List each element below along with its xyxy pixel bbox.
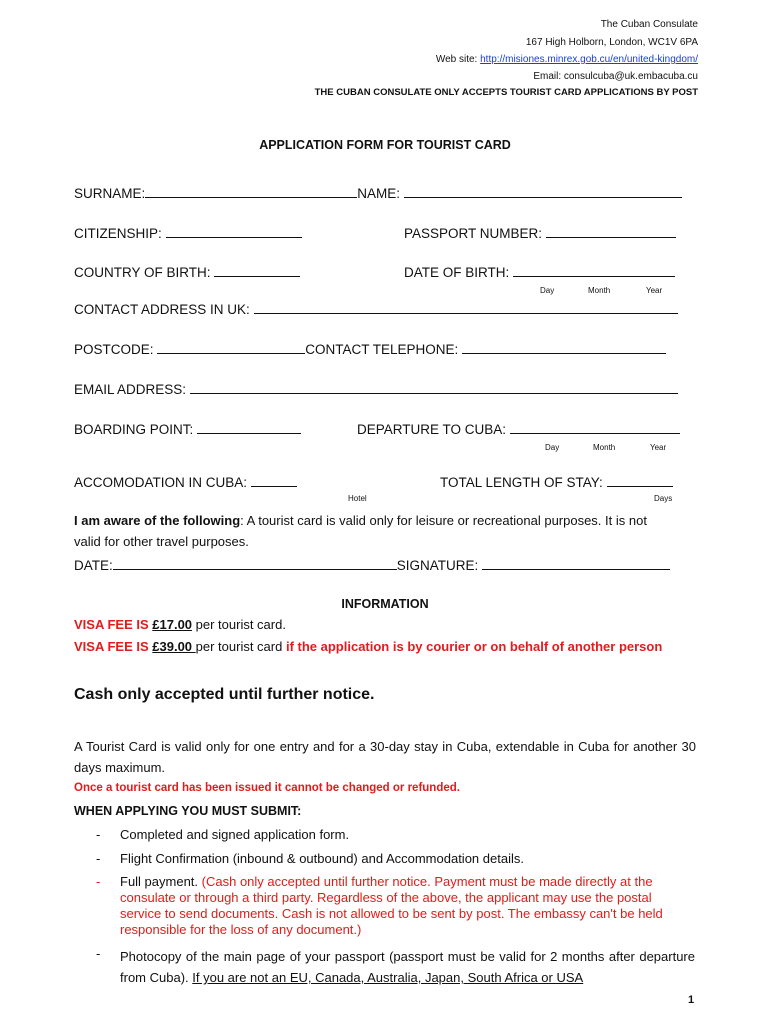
date-birth-label: DATE OF BIRTH: (404, 265, 510, 280)
telephone-label: CONTACT TELEPHONE: (305, 342, 459, 357)
passport-copy-nationality: If you are not an EU, Canada, Australia, Japan, South Africa or USA (192, 970, 584, 985)
boarding-field[interactable] (197, 421, 301, 434)
postcode-field[interactable] (157, 341, 305, 354)
boarding-label: BOARDING POINT: (74, 422, 194, 437)
passport-label: PASSPORT NUMBER: (404, 226, 543, 241)
consulate-name: The Cuban Consulate (600, 19, 698, 30)
passport-row (404, 225, 676, 241)
email-label: EMAIL ADDRESS: (74, 382, 187, 397)
contact-address-row (74, 301, 678, 317)
postcode-row (74, 341, 666, 357)
fee1-text: per tourist card. (192, 617, 286, 632)
date-field[interactable] (113, 557, 397, 570)
dob-year-hint: Year (646, 286, 663, 295)
post-only-notice: THE CUBAN CONSULATE ONLY ACCEPTS TOURIST CARD APPLICATIONS BY POST (314, 87, 698, 98)
list-dash: - (96, 851, 101, 866)
departure-label: DEPARTURE TO CUBA: (357, 422, 507, 437)
surname-field[interactable] (145, 185, 357, 198)
page-number: 1 (688, 994, 695, 1006)
accommodation-field[interactable] (251, 474, 297, 487)
hotel-hint: Hotel (348, 494, 367, 503)
aware-bold: I am aware of the following (74, 513, 241, 528)
passport-field[interactable] (546, 225, 676, 238)
item-passport-copy (120, 946, 695, 988)
surname-row (74, 185, 682, 201)
email-field[interactable] (190, 381, 678, 394)
list-dash: - (96, 946, 101, 961)
telephone-field[interactable] (462, 341, 666, 354)
fee1-amount: £17.00 (152, 617, 193, 632)
no-refund-notice: Once a tourist card has been issued it cannot be changed or refunded. (74, 782, 460, 794)
email-row (74, 381, 678, 397)
fee2-label: VISA FEE IS (74, 639, 153, 654)
signature-field[interactable] (482, 557, 670, 570)
contact-address-field[interactable] (254, 301, 678, 314)
cash-notice: Cash only accepted until further notice. (74, 686, 375, 703)
validity-paragraph: A Tourist Card is valid only for one entry and for a 30-day stay in Cuba, extendable in Cuba for another 30 days maximum. (74, 739, 696, 775)
total-stay-label: TOTAL LENGTH OF STAY: (440, 475, 603, 490)
citizenship-field[interactable] (166, 225, 302, 238)
postcode-label: POSTCODE: (74, 342, 154, 357)
country-birth-field[interactable] (214, 264, 300, 277)
total-stay-field[interactable] (607, 474, 673, 487)
fee1-label: VISA FEE IS (74, 617, 153, 632)
fee2-amount: £39.00 (152, 639, 196, 654)
payment-details: (Cash only accepted until further notice. Payment must be made directly at the consulate or through a third party. Regardless of the above, the applicant may use the postal service to send documents. Cash is not allowed to be sent by post. The embassy can't be held responsible for the loss of any document.) (120, 874, 663, 937)
total-stay-row (440, 474, 673, 490)
accommodation-label: ACCOMODATION IN CUBA: (74, 475, 248, 490)
date-birth-field[interactable] (513, 264, 675, 277)
departure-month-hint: Month (593, 443, 616, 452)
name-label: NAME: (357, 186, 401, 201)
departure-row (357, 421, 680, 437)
item-full-payment (120, 874, 695, 938)
list-dash: - (96, 874, 101, 889)
date-birth-row (404, 264, 675, 280)
website-link[interactable]: http://misiones.minrex.gob.cu/en/united-kingdom/ (480, 54, 698, 65)
fee2-text: per tourist card (195, 639, 286, 654)
form-title: APPLICATION FORM FOR TOURIST CARD (259, 138, 511, 152)
list-dash: - (96, 827, 101, 842)
date-label: DATE: (74, 558, 113, 573)
passport-copy-text: Photocopy of the main page of your passport (passport must be valid for 2 months after departure from Cuba). (120, 949, 695, 985)
country-birth-row (74, 264, 300, 280)
submit-title: WHEN APPLYING YOU MUST SUBMIT: (74, 804, 302, 818)
departure-field[interactable] (510, 421, 680, 434)
country-birth-label: COUNTRY OF BIRTH: (74, 265, 211, 280)
website-label: Web site: (435, 54, 481, 65)
payment-lead: Full payment. (120, 874, 202, 889)
dob-month-hint: Month (588, 286, 611, 295)
item-flight-confirmation: Flight Confirmation (inbound & outbound) and Accommodation details. (120, 851, 524, 866)
information-title: INFORMATION (341, 597, 429, 611)
date-signature-row (74, 557, 670, 573)
contact-address-label: CONTACT ADDRESS IN UK: (74, 302, 250, 317)
visa-fee-2 (74, 636, 679, 657)
boarding-row (74, 421, 301, 437)
departure-year-hint: Year (650, 443, 667, 452)
accommodation-row (74, 474, 297, 490)
citizenship-row (74, 225, 302, 241)
fee2-courier-note: if the application is by courier or on behalf of another person (285, 639, 663, 654)
website-line (436, 54, 698, 65)
aware-paragraph (74, 510, 674, 552)
days-hint: Days (654, 494, 673, 503)
visa-fee-1 (74, 614, 286, 635)
name-field[interactable] (404, 185, 682, 198)
consulate-address: 167 High Holborn, London, WC1V 6PA (525, 37, 698, 48)
consulate-email: Email: consulcuba@uk.embacuba.cu (533, 71, 698, 82)
citizenship-label: CITIZENSHIP: (74, 226, 162, 241)
aware-text: : A tourist card is valid only for leisure or recreational purposes. It is not valid for other travel purposes. (74, 513, 647, 549)
item-application-form: Completed and signed application form. (120, 827, 350, 842)
departure-day-hint: Day (545, 443, 560, 452)
surname-label: SURNAME: (74, 186, 146, 201)
dob-day-hint: Day (540, 286, 555, 295)
signature-label: SIGNATURE: (396, 558, 479, 573)
